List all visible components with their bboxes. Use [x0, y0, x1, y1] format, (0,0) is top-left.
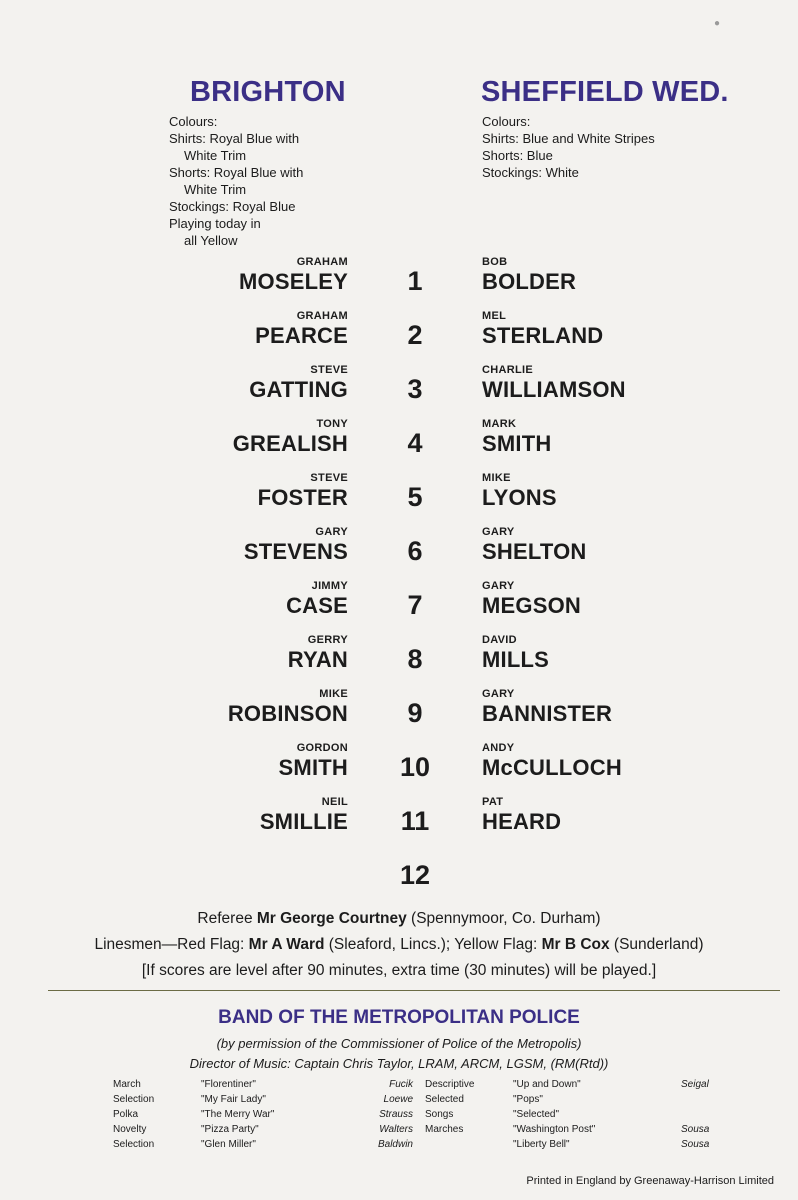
- colours-line: Shorts: Blue: [482, 148, 553, 163]
- shirt-number: 10: [399, 752, 431, 782]
- lineup-row: [0, 526, 798, 580]
- piece-composer: Walters: [379, 1124, 413, 1135]
- away-player-surname: WILLIAMSON: [482, 377, 626, 402]
- away-player: [482, 580, 581, 619]
- home-player: [288, 634, 348, 673]
- piece-type-2: Descriptive: [425, 1079, 475, 1090]
- piece-composer: Strauss: [379, 1109, 413, 1120]
- extra-time-note: [If scores are level after 90 minutes, extra time (30 minutes) will be played.]: [141, 962, 657, 979]
- spacer: [413, 1137, 425, 1152]
- away-player-surname: McCULLOCH: [482, 755, 622, 780]
- home-player-surname: FOSTER: [257, 485, 348, 510]
- piece-composer-2: Sousa: [681, 1124, 710, 1135]
- away-player-surname: SHELTON: [482, 539, 587, 564]
- away-player-first-name: MARK: [482, 418, 517, 430]
- lineup-row: [0, 364, 798, 418]
- lineup-row: [0, 580, 798, 634]
- piece-composer: Baldwin: [377, 1139, 413, 1150]
- colours-line: White Trim: [184, 182, 247, 197]
- away-colours: [482, 113, 655, 181]
- band-director: Director of Music: Captain Chris Taylor, LRAM, ARCM, LGSM, (RM(Rtd)): [189, 1056, 609, 1071]
- home-player: [228, 688, 348, 727]
- home-player: [255, 310, 348, 349]
- home-player-first-name: TONY: [316, 418, 348, 430]
- away-player-first-name: MEL: [482, 310, 507, 322]
- lineup-row: [0, 796, 798, 850]
- colours-line: Stockings: White: [482, 165, 579, 180]
- lineup-row: [0, 418, 798, 472]
- spacer: [413, 1107, 425, 1122]
- shirt-number: 5: [407, 482, 423, 512]
- home-player: [239, 256, 348, 295]
- away-team-title: SHEFFIELD WED.: [481, 76, 729, 108]
- away-player-surname: LYONS: [482, 485, 557, 510]
- home-player: [244, 526, 348, 565]
- corner-mark: ●: [713, 18, 720, 29]
- away-player: [482, 310, 603, 349]
- piece-composer-2: [681, 1092, 741, 1107]
- shirt-number: 2: [407, 320, 423, 350]
- away-player-first-name: PAT: [482, 796, 504, 808]
- piece-type: Polka: [113, 1109, 139, 1120]
- away-player-surname: SMITH: [482, 431, 552, 456]
- linesmen-line: [0, 932, 798, 958]
- band-title: BAND OF THE METROPOLITAN POLICE: [218, 1007, 580, 1028]
- piece-type: March: [113, 1079, 141, 1090]
- home-player: [286, 580, 348, 619]
- home-player-surname: STEVENS: [243, 539, 348, 564]
- home-player-surname: PEARCE: [255, 323, 348, 348]
- referee-label: Referee: [197, 910, 257, 927]
- away-player-surname: HEARD: [482, 809, 562, 834]
- linesmen-label: Linesmen—Red Flag:: [94, 936, 249, 953]
- away-player: [482, 688, 612, 727]
- programme-row: [113, 1092, 741, 1107]
- yellow-flag-name: Mr B Cox: [541, 936, 610, 953]
- red-flag-place: (Sleaford, Lincs.); Yellow Flag:: [324, 936, 542, 953]
- piece-title: "My Fair Lady": [201, 1094, 266, 1105]
- away-player-first-name: MIKE: [482, 472, 511, 484]
- home-player-first-name: NEIL: [321, 796, 348, 808]
- piece-composer-2: Sousa: [681, 1139, 710, 1150]
- referee-line: [0, 906, 798, 932]
- away-player: [482, 364, 626, 403]
- red-flag-name: Mr A Ward: [248, 936, 325, 953]
- home-player: [260, 796, 348, 835]
- piece-composer-2: Seigal: [681, 1079, 709, 1090]
- home-player-surname: SMITH: [278, 755, 348, 780]
- away-player: [482, 256, 576, 295]
- colours-line: Shorts: Royal Blue with: [169, 165, 304, 180]
- programme-row: [113, 1122, 741, 1137]
- colours-line: Stockings: Royal Blue: [169, 199, 296, 214]
- piece-title: "Glen Miller": [201, 1139, 256, 1150]
- shirt-number: 8: [407, 644, 423, 674]
- piece-type-2: Songs: [425, 1109, 454, 1120]
- colours-line: all Yellow: [184, 233, 238, 248]
- home-colours: [169, 113, 303, 249]
- piece-type: Novelty: [113, 1124, 147, 1135]
- away-player: [482, 634, 549, 673]
- home-player-first-name: GARY: [315, 526, 348, 538]
- away-player-first-name: BOB: [482, 256, 508, 268]
- home-player-surname: GATTING: [249, 377, 348, 402]
- home-player-surname: MOSELEY: [239, 269, 348, 294]
- piece-title-2: "Liberty Bell": [513, 1139, 570, 1150]
- piece-composer: Loewe: [383, 1094, 413, 1105]
- away-player: [482, 526, 586, 565]
- colours-line: Shirts: Blue and White Stripes: [482, 131, 655, 146]
- home-player-first-name: GRAHAM: [296, 310, 348, 322]
- colours-line: Colours:: [482, 114, 531, 129]
- piece-type-2: Selected: [425, 1094, 464, 1105]
- shirt-number: 3: [407, 374, 423, 404]
- shirt-number: 9: [407, 698, 423, 728]
- piece-title-2: "Pops": [513, 1094, 543, 1105]
- programme-row: [113, 1077, 741, 1092]
- lineup-row: [0, 634, 798, 688]
- away-player-first-name: DAVID: [482, 634, 517, 646]
- piece-title-2: "Up and Down": [513, 1079, 581, 1090]
- away-player-first-name: GARY: [482, 688, 515, 700]
- shirt-number: 7: [407, 590, 423, 620]
- referee-name: Mr George Courtney: [256, 910, 407, 927]
- home-player-first-name: GRAHAM: [296, 256, 348, 268]
- lineup-row: [0, 472, 798, 526]
- away-player: [482, 418, 551, 457]
- away-player-surname: BANNISTER: [482, 701, 613, 726]
- home-player-first-name: JIMMY: [311, 580, 348, 592]
- spacer: [413, 1077, 425, 1092]
- home-player-first-name: GORDON: [296, 742, 348, 754]
- away-player-first-name: GARY: [482, 580, 515, 592]
- piece-title-2: "Washington Post": [513, 1124, 596, 1135]
- lineup-row: [0, 688, 798, 742]
- colours-line: Colours:: [169, 114, 218, 129]
- away-player: [482, 796, 561, 835]
- yellow-flag-place: (Sunderland): [609, 936, 704, 953]
- piece-composer-2: [681, 1107, 741, 1122]
- piece-title: "Pizza Party": [201, 1124, 259, 1135]
- home-player-surname: SMILLIE: [259, 809, 348, 834]
- referee-place: (Spennymoor, Co. Durham): [406, 910, 601, 927]
- home-player-surname: ROBINSON: [227, 701, 348, 726]
- colours-line: White Trim: [184, 148, 247, 163]
- home-player-first-name: STEVE: [310, 472, 348, 484]
- piece-type-2: Marches: [425, 1124, 464, 1135]
- piece-title: "The Merry War": [201, 1109, 275, 1120]
- home-player: [279, 742, 348, 781]
- band-permission: (by permission of the Commissioner of Police of the Metropolis): [216, 1036, 582, 1051]
- spacer: [413, 1122, 425, 1137]
- home-player-first-name: MIKE: [319, 688, 348, 700]
- shirt-number: 1: [407, 266, 423, 296]
- piece-type-2: [425, 1137, 513, 1152]
- lineup-row: [0, 850, 798, 904]
- home-player: [258, 472, 348, 511]
- away-player-surname: MILLS: [482, 647, 549, 672]
- piece-title-2: "Selected": [513, 1109, 560, 1120]
- home-team-title: BRIGHTON: [190, 76, 346, 108]
- away-player-surname: STERLAND: [482, 323, 604, 348]
- section-divider: [48, 990, 780, 991]
- piece-composer: Fucik: [389, 1079, 413, 1090]
- piece-type: Selection: [113, 1139, 155, 1150]
- home-player: [233, 418, 348, 457]
- home-player-surname: GREALISH: [232, 431, 348, 456]
- piece-type: Selection: [113, 1094, 155, 1105]
- home-player-surname: RYAN: [287, 647, 348, 672]
- away-player: [482, 742, 622, 781]
- shirt-number: 4: [407, 428, 423, 458]
- colours-line: Shirts: Royal Blue with: [169, 131, 300, 146]
- away-player-surname: MEGSON: [482, 593, 581, 618]
- spacer: [413, 1092, 425, 1107]
- home-player-first-name: STEVE: [310, 364, 348, 376]
- band-programme: [113, 1077, 741, 1152]
- away-player-first-name: CHARLIE: [482, 364, 533, 376]
- colours-line: Playing today in: [169, 216, 261, 231]
- home-player-surname: CASE: [286, 593, 348, 618]
- printer-credit: Printed in England by Greenaway-Harrison Limited: [526, 1175, 774, 1187]
- lineup-row: [0, 256, 798, 310]
- shirt-number: 12: [399, 860, 431, 890]
- lineup-row: [0, 742, 798, 796]
- piece-title: "Florentiner": [201, 1079, 256, 1090]
- shirt-number: 11: [400, 806, 430, 836]
- home-player-first-name: GERRY: [307, 634, 348, 646]
- programme-row: [113, 1137, 741, 1152]
- shirt-number: 6: [407, 536, 423, 566]
- away-player-first-name: ANDY: [482, 742, 515, 754]
- programme-row: [113, 1107, 741, 1122]
- away-player: [482, 472, 557, 511]
- home-player: [249, 364, 348, 403]
- away-player-first-name: GARY: [482, 526, 515, 538]
- away-player-surname: BOLDER: [482, 269, 577, 294]
- lineup-row: [0, 310, 798, 364]
